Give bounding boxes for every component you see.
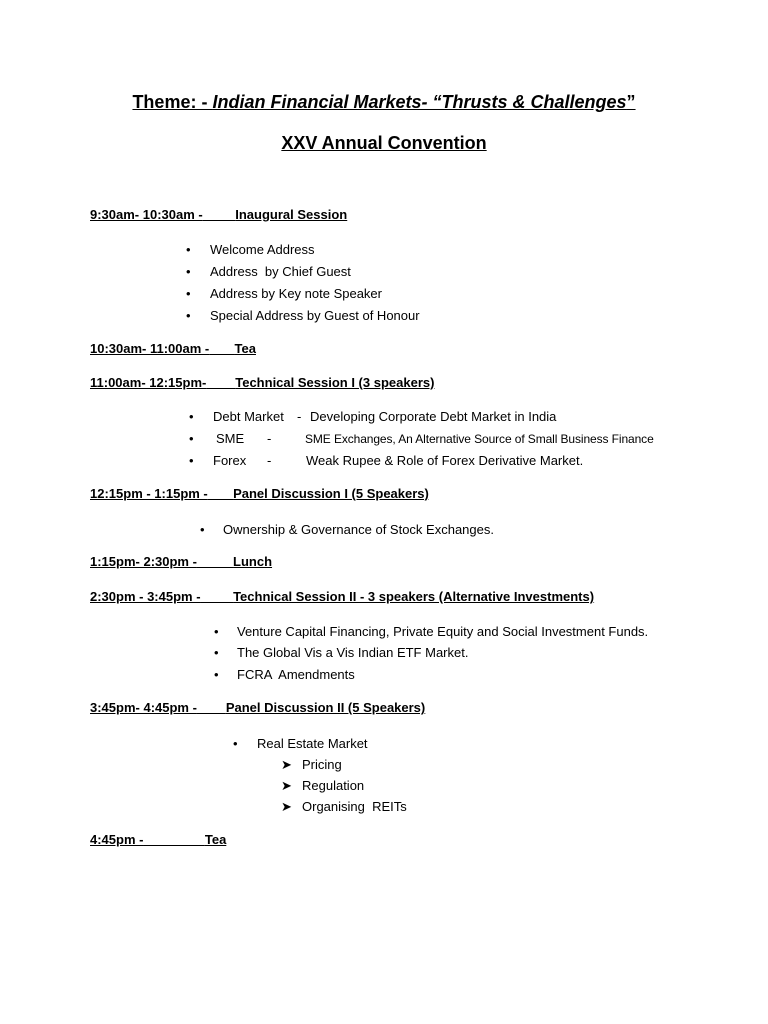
list-item-desc: SME Exchanges, An Alternative Source of Small Business Finance — [305, 432, 654, 446]
theme-close-quote: ” — [626, 92, 636, 112]
session-5-heading — [90, 554, 272, 569]
list-item: Welcome Address — [210, 242, 315, 257]
session-6-heading — [90, 589, 594, 604]
session-title: Lunch — [233, 554, 273, 569]
list-item-desc: Weak Rupee & Role of Forex Derivative Market. — [306, 453, 584, 468]
list-item-desc: Developing Corporate Debt Market in India — [310, 409, 557, 424]
list-item-separator: - — [267, 431, 272, 446]
arrow-bullet-icon: ➤ — [281, 799, 292, 814]
bullet-icon: • — [214, 667, 219, 682]
session-gap — [209, 341, 234, 356]
list-item-topic: Forex — [213, 453, 247, 468]
bullet-icon: • — [186, 286, 191, 301]
session-time: 3:45pm- 4:45pm - — [90, 700, 197, 715]
bullet-icon: • — [189, 431, 194, 446]
session-title: Tea — [234, 341, 256, 356]
list-item-topic: Debt Market — [213, 409, 284, 424]
session-title: Panel Discussion I (5 Speakers) — [233, 486, 429, 501]
session-time: 12:15pm - 1:15pm - — [90, 486, 208, 501]
bullet-icon: • — [214, 645, 219, 660]
session-time: 2:30pm - 3:45pm - — [90, 589, 201, 604]
bullet-icon: • — [186, 242, 191, 257]
list-item-separator: - — [297, 409, 302, 424]
sub-list-item: Organising REITs — [302, 799, 407, 814]
session-time: 9:30am- 10:30am - — [90, 207, 203, 222]
convention-heading: XXV Annual Convention — [281, 133, 487, 153]
session-gap — [201, 589, 234, 604]
sub-list-item: Pricing — [302, 757, 342, 772]
list-item: Special Address by Guest of Honour — [210, 308, 420, 323]
session-gap — [208, 486, 233, 501]
list-item-topic: SME — [216, 431, 245, 446]
bullet-icon: • — [189, 453, 194, 468]
bullet-icon: • — [189, 409, 194, 424]
theme-prefix: Theme: - — [132, 92, 213, 112]
session-time: 1:15pm- 2:30pm - — [90, 554, 197, 569]
bullet-icon: • — [214, 624, 219, 639]
bullet-icon: • — [186, 308, 191, 323]
session-title: Technical Session I (3 speakers) — [235, 375, 435, 390]
session-gap — [206, 375, 235, 390]
session-gap — [143, 832, 204, 847]
session-title: Inaugural Session — [235, 207, 348, 222]
bullet-icon: • — [200, 522, 205, 537]
session-gap — [197, 700, 226, 715]
list-item: FCRA Amendments — [237, 667, 355, 682]
arrow-bullet-icon: ➤ — [281, 778, 292, 793]
arrow-bullet-icon: ➤ — [281, 757, 292, 772]
theme-heading — [0, 92, 768, 113]
list-item: Ownership & Governance of Stock Exchanges. — [223, 522, 494, 537]
list-item: The Global Vis a Vis Indian ETF Market. — [237, 645, 469, 660]
session-3-heading — [90, 375, 434, 390]
theme-title: Indian Financial Markets- “Thrusts & Challenges — [212, 92, 627, 112]
session-title: Panel Discussion II (5 Speakers) — [225, 700, 426, 715]
list-item: Address by Chief Guest — [210, 264, 351, 279]
list-item: Address by Key note Speaker — [210, 286, 382, 301]
bullet-icon: • — [186, 264, 191, 279]
sub-list-item: Regulation — [302, 778, 365, 793]
session-time: 4:45pm - — [90, 832, 144, 847]
session-7-heading — [90, 700, 425, 715]
list-item: Venture Capital Financing, Private Equity and Social Investment Funds. — [237, 624, 649, 639]
session-time: 11:00am- 12:15pm- — [90, 375, 207, 390]
session-title: Technical Session II - 3 speakers (Alternative Investments) — [233, 589, 595, 604]
bullet-icon: • — [233, 736, 238, 751]
list-item-separator: - — [267, 453, 272, 468]
session-gap — [197, 554, 233, 569]
session-2-heading — [90, 341, 256, 356]
session-gap — [203, 207, 236, 222]
session-8-heading — [90, 832, 226, 847]
session-title: Tea — [204, 832, 227, 847]
session-4-heading — [90, 486, 429, 501]
session-1-heading — [90, 207, 347, 222]
list-item: Real Estate Market — [257, 736, 368, 751]
session-time: 10:30am- 11:00am - — [90, 341, 210, 356]
